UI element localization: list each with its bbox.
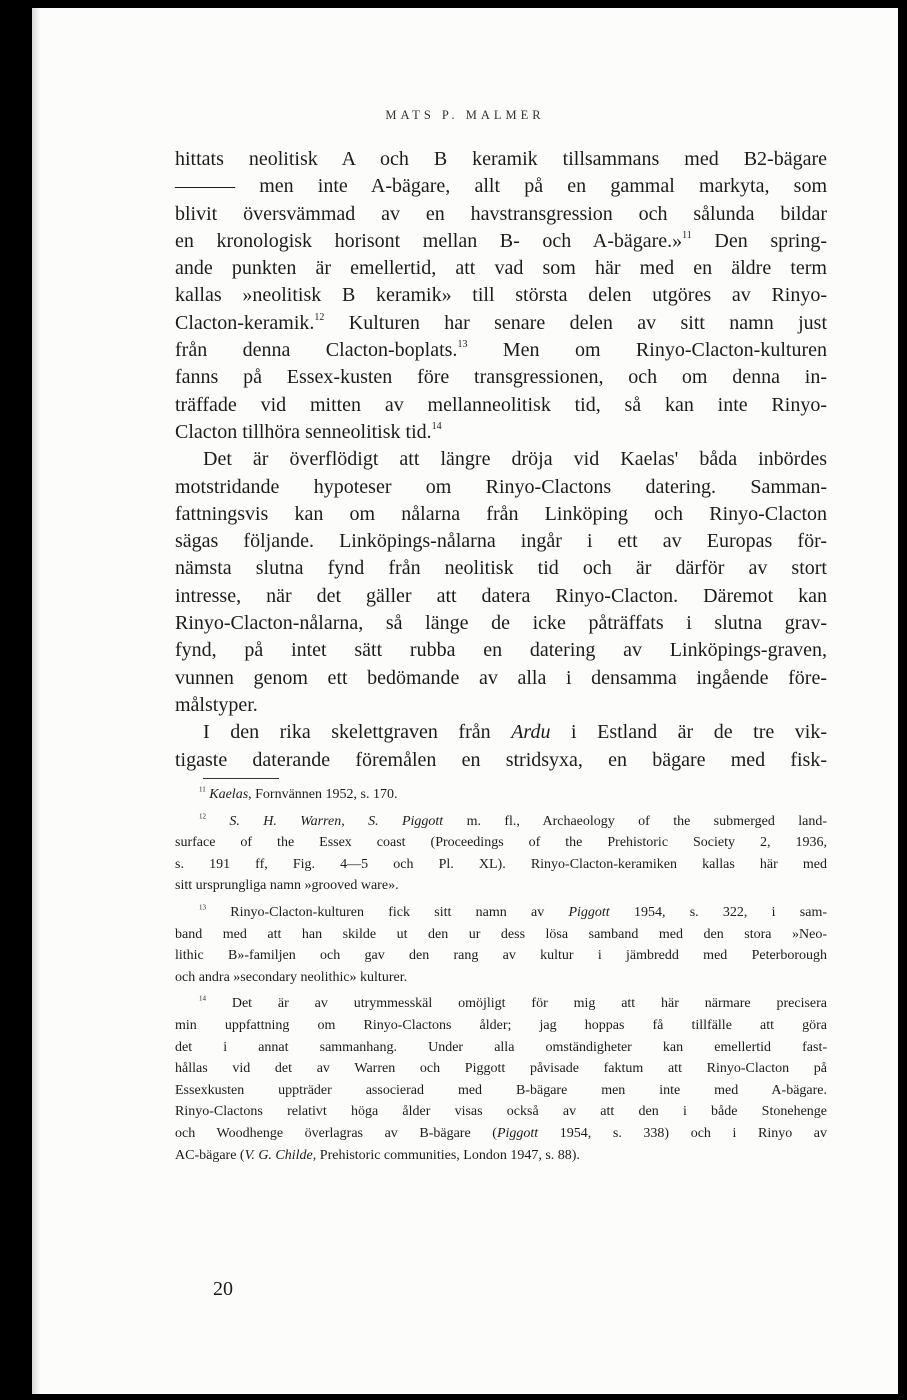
footnote-11 xyxy=(175,784,827,806)
text-line: Rinyo-Clacton-nålarna, så länge de icke påträffats i slutna grav- xyxy=(175,612,827,635)
text-segment: Men om Rinyo-Clacton-kulturen xyxy=(502,339,827,362)
text-segment: Clacton-keramik. xyxy=(175,311,315,334)
text-line: tigaste daterande föremålen en stridsyxa, en bägare med fisk- xyxy=(175,748,827,771)
text-segment: Kulturen har senare delen av sitt namn just xyxy=(348,311,827,334)
note-ref: 13 xyxy=(457,339,468,351)
text-line: fanns på Essex-kusten före transgressionen, och om denna in- xyxy=(175,366,827,389)
footnote-line xyxy=(175,1123,827,1145)
footnote-author: Kaelas xyxy=(209,787,249,802)
text-line: målstyper. xyxy=(175,693,258,716)
text-line: fynd, på intet sätt rubba en datering av Linköpings-graven, xyxy=(175,639,827,662)
footnote-text: m. fl., Archaeology of the submerged land- xyxy=(466,813,827,829)
footnote-text: , Prehistoric communities, London 1947, s. 88). xyxy=(312,1147,580,1163)
footnote-divider xyxy=(203,778,279,779)
footnote-text: 1954, s. 338) och i Rinyo av xyxy=(559,1125,828,1141)
book-page xyxy=(32,8,898,1394)
place-name: Ardu xyxy=(511,721,551,744)
footnote-text: och Woodhenge överlagras av B-bägare ( xyxy=(175,1125,497,1141)
footnote-line: det i annat sammanhang. Under alla omständigheter kan emellertid fast- xyxy=(175,1039,827,1055)
note-ref: 12 xyxy=(314,311,325,323)
text-line xyxy=(175,419,827,446)
text-segment: I den rika skelettgraven från xyxy=(203,721,491,744)
text-line xyxy=(175,228,827,255)
footnote-line: band med att han skilde ut den ur dess lösa samband med den stora »Neo- xyxy=(175,926,827,942)
footnote-number: 11 xyxy=(199,785,206,794)
footnote-line: Essexkusten uppträder associerad med B-bägare men inte med A-bägare. xyxy=(175,1082,827,1098)
text-line: motstridande hypoteser om Rinyo-Clactons datering. Samman- xyxy=(175,475,827,498)
paragraph-start xyxy=(175,719,827,746)
body-text xyxy=(175,146,827,774)
text-line xyxy=(175,337,827,364)
footnote-line: hållas vid det av Warren och Piggott påvisade faktum att Rinyo-Clacton på xyxy=(175,1061,827,1077)
footnote-line: surface of the Essex coast (Proceedings of the Prehistoric Society 2, 1936, xyxy=(175,835,827,851)
footnote-text: AC-bägare ( xyxy=(175,1147,245,1163)
footnote-line: och andra »secondary neolithic» kulturer. xyxy=(175,969,408,985)
text-line: vunnen genom ett bedömande av alla i densamma ingående före- xyxy=(175,666,827,689)
footnote-text: Det är av utrymmesskäl omöjligt för mig att här närmare precisera xyxy=(231,996,827,1012)
footnote-author: S. H. Warren xyxy=(229,813,342,829)
text-line: blivit översvämmad av en havstransgression och sålunda bildar xyxy=(175,202,827,225)
footnote-number: 12 xyxy=(199,812,206,821)
text-segment: Den spring- xyxy=(714,229,827,252)
note-ref: 11 xyxy=(682,229,692,241)
running-head: MATS P. MALMER xyxy=(385,108,545,122)
text-line: nämsta slutna fynd från neolitisk tid och är därför av stort xyxy=(175,557,827,580)
footnote-author: V. G. Childe xyxy=(244,1147,313,1163)
footnote-author: Piggott xyxy=(496,1125,539,1141)
text-line: träffade vid mitten av mellanneolitisk tid, så kan inte Rinyo- xyxy=(175,393,827,416)
text-line: intresse, när det gäller att datera Rinyo-Clacton. Däremot kan xyxy=(175,584,827,607)
text-segment: Clacton tillhöra senneolitisk tid. xyxy=(175,420,432,443)
footnote-text: , Fornvännen 1952, s. 170. xyxy=(248,787,398,802)
footnote-number: 14 xyxy=(199,995,206,1004)
footnote-text: 1954, s. 322, i sam- xyxy=(633,904,827,920)
footnote-14 xyxy=(175,993,827,1015)
text-segment: från denna Clacton-boplats. xyxy=(175,339,458,362)
text-line: fattningsvis kan om nålarna från Linköping och Rinyo-Clacton xyxy=(175,502,827,525)
text-line: ——— men inte A-bägare, allt på en gammal markyta, som xyxy=(175,175,827,198)
note-ref: 14 xyxy=(431,420,442,432)
text-line: kallas »neolitisk B keramik» till största delen utgöres av Rinyo- xyxy=(175,284,827,307)
text-line xyxy=(175,310,827,337)
text-line: sägas följande. Linköpings-nålarna ingår i ett av Europas för- xyxy=(175,530,827,553)
text-line: hittats neolitisk A och B keramik tillsammans med B2-bägare xyxy=(175,148,827,170)
text-segment: en kronologisk horisont mellan B- och A-bägare.» xyxy=(175,229,683,252)
footnote-13 xyxy=(175,902,827,924)
text-line: ande punkten är emellertid, att vad som här med en äldre term xyxy=(175,257,827,280)
footnote-line: Rinyo-Clactons relativt höga ålder visas också av att den i både Stonehenge xyxy=(175,1104,827,1120)
paragraph-start: Det är överflödigt att längre dröja vid Kaelas' båda inbördes xyxy=(203,448,827,471)
footnote-line xyxy=(175,1145,827,1167)
text-segment: i Estland är de tre vik- xyxy=(571,721,827,744)
footnotes xyxy=(175,784,827,1166)
footnote-text: Rinyo-Clacton-kulturen fick sitt namn av xyxy=(230,904,545,920)
footnote-line: lithic B»-familjen och gav den rang av kultur i jämbredd med Peterborough xyxy=(175,948,827,964)
page-number: 20 xyxy=(213,1278,233,1300)
footnote-line: s. 191 ff, Fig. 4—5 och Pl. XL). Rinyo-Clacton-keramiken kallas här med xyxy=(175,856,827,872)
footnote-number: 13 xyxy=(199,903,206,912)
footnote-line: sitt ursprungliga namn »grooved ware». xyxy=(175,878,399,894)
footnote-line: min uppfattning om Rinyo-Clactons ålder; jag hoppas få tillfälle att göra xyxy=(175,1017,827,1033)
footnote-author: S. Piggott xyxy=(368,813,444,829)
footnote-12: $^{12}$ S. H. Warren, S. Piggott m. fl., Archaeology of the submerged land- xyxy=(199,812,827,829)
footnote-author: Piggott xyxy=(568,904,610,920)
